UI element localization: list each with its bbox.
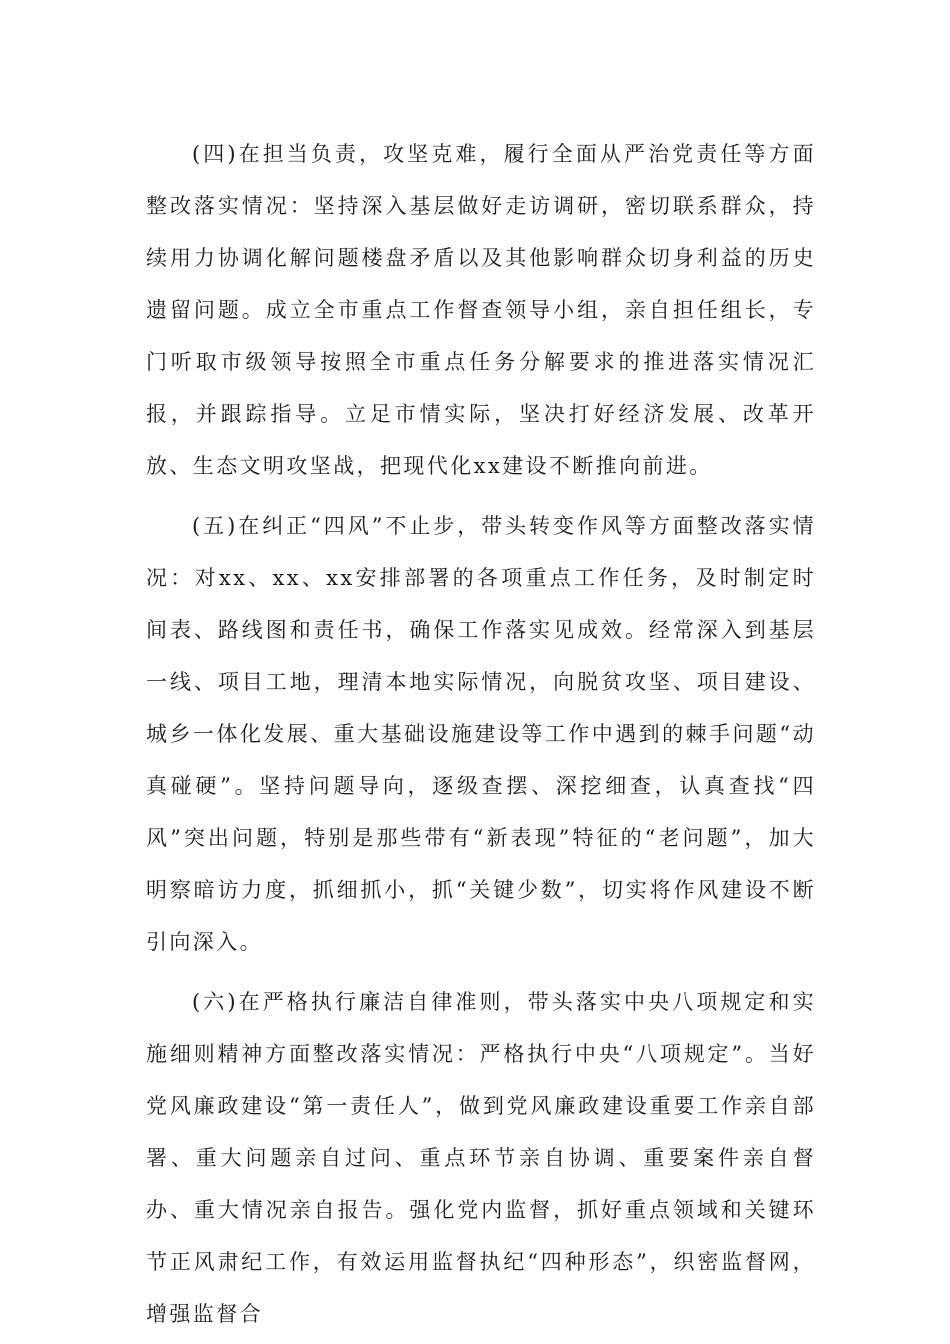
paragraph-six: (六)在严格执行廉洁自律准则，带头落实中央八项规定和实施细则精神方面整改落实情况：严格执行中央“八项规定”。当好党风廉政建设“第一责任人”，做到党风廉政建设重要工作亲自部署、重大问题亲自过问、重点环节亲自协调、重要案件亲自督办、重大情况亲自报告。强化党内监督，抓好重点领域和关键环节正风肃纪工作，有效运用监督执纪“四种形态”，织密监督网，增强监督合 [146, 990, 816, 1326]
paragraph-five: (五)在纠正“四风”不止步，带头转变作风等方面整改落实情况：对xx、xx、xx安排部署的各项重点工作任务，及时制定时间表、路线图和责任书，确保工作落实见成效。经常深入到基层一线、项目工地，理清本地实际情况，向脱贫攻坚、项目建设、城乡一体化发展、重大基础设施建设等工作中遇到的棘手问题“动真碰硬”。坚持问题导向，逐级查摆、深挖细查，认真查找“四风”突出问题，特别是那些带有“新表现”特征的“老问题”，加大明察暗访力度，抓细抓小，抓“关键少数”，切实将作风建设不断引向深入。 [146, 514, 816, 954]
document-body [146, 128, 816, 1340]
paragraph-four: (四)在担当负责，攻坚克难，履行全面从严治党责任等方面整改落实情况：坚持深入基层做好走访调研，密切联系群众，持续用力协调化解问题楼盘矛盾以及其他影响群众切身利益的历史遗留问题。成立全市重点工作督查领导小组，亲自担任组长，专门听取市级领导按照全市重点任务分解要求的推进落实情况汇报，并跟踪指导。立足市情实际，坚决打好经济发展、改革开放、生态文明攻坚战，把现代化xx建设不断推向前进。 [146, 142, 816, 478]
